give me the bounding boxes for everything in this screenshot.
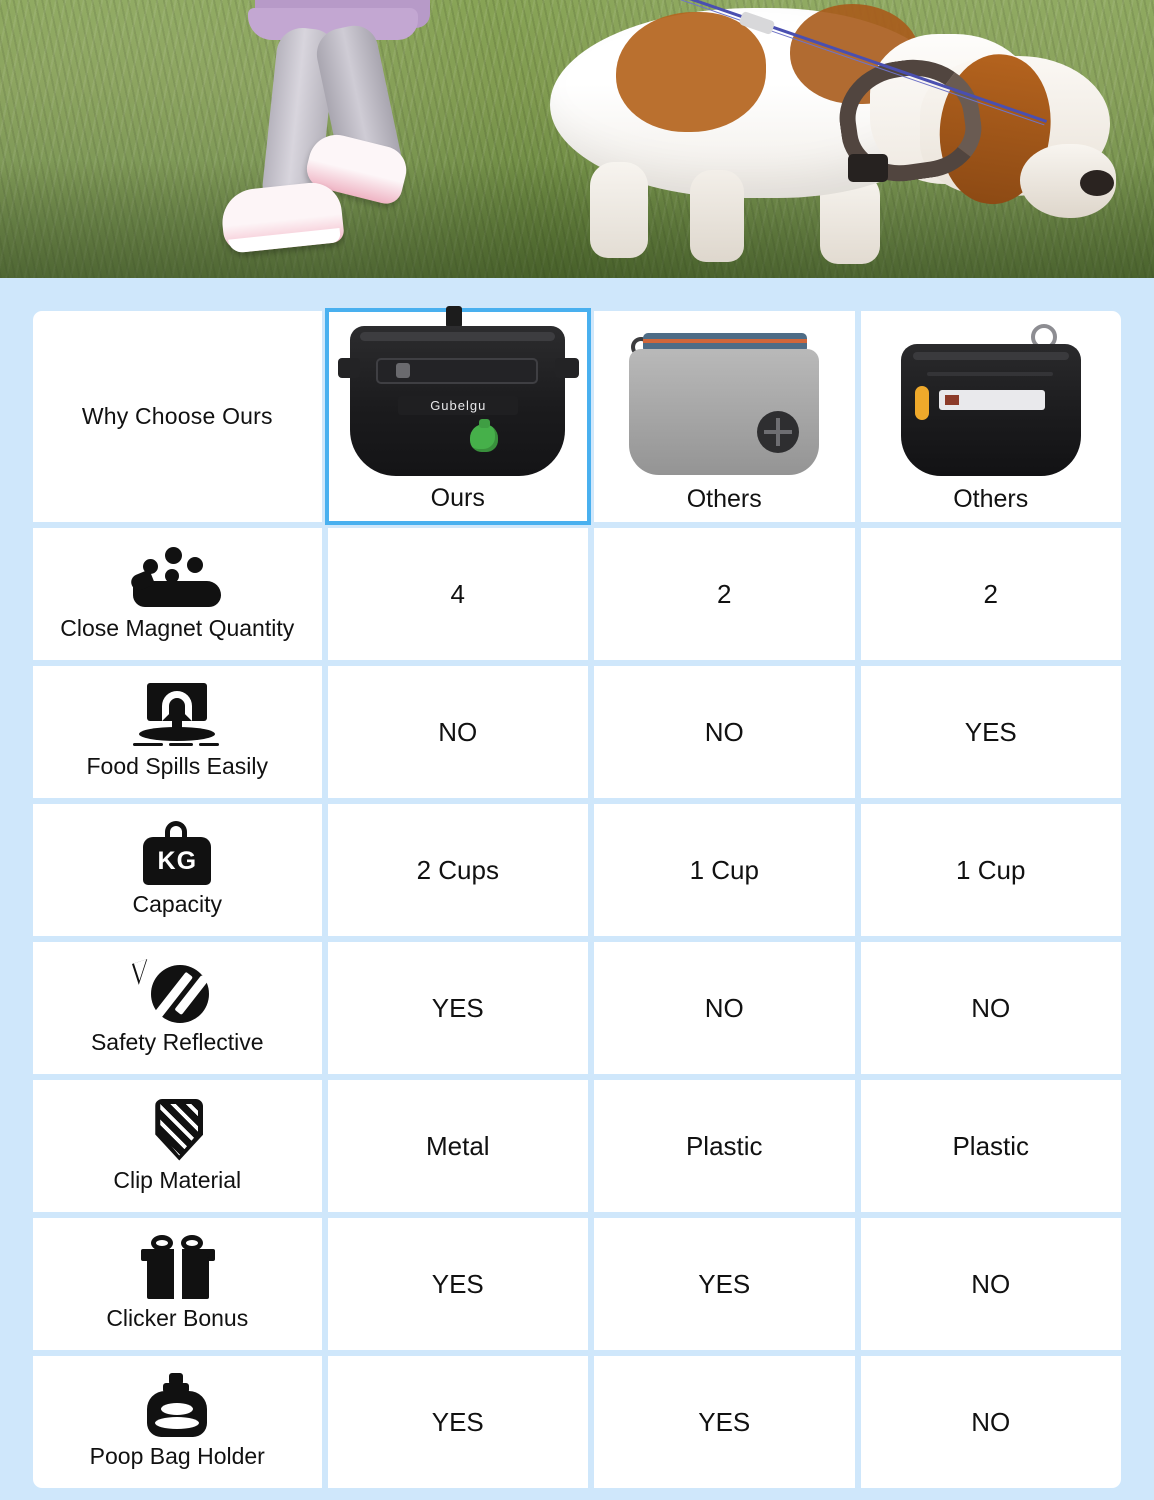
feature-label: Clicker Bonus: [106, 1304, 249, 1331]
product-column-other-2: [858, 308, 1125, 525]
feature-label: Capacity: [132, 890, 222, 917]
table-row: [30, 663, 1124, 801]
feature-cell: [30, 1353, 325, 1491]
feature-column-header: Why Choose Ours: [30, 308, 325, 525]
value-cell-other-2: Plastic: [858, 1077, 1125, 1215]
value-cell-ours: YES: [325, 1353, 591, 1491]
gift-icon: [129, 1235, 225, 1301]
child-legs-illustration: [200, 0, 450, 260]
value-cell-other-2: 1 Cup: [858, 801, 1125, 939]
feature-label: Close Magnet Quantity: [60, 614, 295, 641]
shield-icon: [129, 1097, 225, 1163]
food-spill-icon: [129, 683, 225, 749]
comparison-table: [30, 308, 1124, 1491]
value-cell-ours: 4: [325, 525, 591, 663]
value-cell-ours: Metal: [325, 1077, 591, 1215]
table-row: [30, 801, 1124, 939]
gray-pouch-image: [629, 333, 819, 483]
feature-cell: [30, 1077, 325, 1215]
feature-label: Poop Bag Holder: [89, 1442, 265, 1469]
value-cell-other-1: Plastic: [591, 1077, 857, 1215]
feature-label: Food Spills Easily: [86, 752, 269, 779]
product-column-other-1: [591, 308, 857, 525]
feature-cell: [30, 939, 325, 1077]
value-cell-other-1: YES: [591, 1353, 857, 1491]
column-label-other-2: Others: [953, 485, 1029, 513]
comparison-table-card: [30, 308, 1124, 1476]
value-cell-ours: NO: [325, 663, 591, 801]
brand-logo: Gubelgu: [398, 396, 518, 415]
product-column-ours: [325, 308, 591, 525]
value-cell-other-2: NO: [858, 939, 1125, 1077]
leash-illustration: [640, 0, 1120, 100]
table-row: [30, 525, 1124, 663]
value-cell-other-2: 2: [858, 525, 1125, 663]
value-cell-other-1: 1 Cup: [591, 801, 857, 939]
kg-weight-icon: KG: [129, 821, 225, 887]
value-cell-ours: YES: [325, 1215, 591, 1353]
table-header-row: [30, 308, 1124, 525]
feature-cell: [30, 663, 325, 801]
value-cell-other-1: YES: [591, 1215, 857, 1353]
feature-label: Safety Reflective: [90, 1028, 264, 1055]
feature-label: Clip Material: [113, 1166, 242, 1193]
ours-pouch-image: [350, 312, 565, 482]
feature-cell: [30, 525, 325, 663]
value-cell-other-2: NO: [858, 1353, 1125, 1491]
black-pouch-image: [901, 328, 1081, 483]
poop-bag-icon: [129, 1373, 225, 1439]
hero-photo: [0, 0, 1154, 278]
magnet-hand-icon: [129, 545, 225, 611]
table-row: [30, 1215, 1124, 1353]
reflective-icon: [129, 959, 225, 1025]
value-cell-other-1: NO: [591, 663, 857, 801]
feature-cell: [30, 801, 325, 939]
value-cell-ours: YES: [325, 939, 591, 1077]
table-row: [30, 1077, 1124, 1215]
table-row: [30, 939, 1124, 1077]
value-cell-other-2: NO: [858, 1215, 1125, 1353]
table-row: [30, 1353, 1124, 1491]
value-cell-ours: 2 Cups: [325, 801, 591, 939]
column-label-other-1: Others: [686, 485, 762, 513]
column-label-ours: Ours: [430, 484, 485, 512]
value-cell-other-1: NO: [591, 939, 857, 1077]
feature-cell: [30, 1215, 325, 1353]
value-cell-other-2: YES: [858, 663, 1125, 801]
value-cell-other-1: 2: [591, 525, 857, 663]
